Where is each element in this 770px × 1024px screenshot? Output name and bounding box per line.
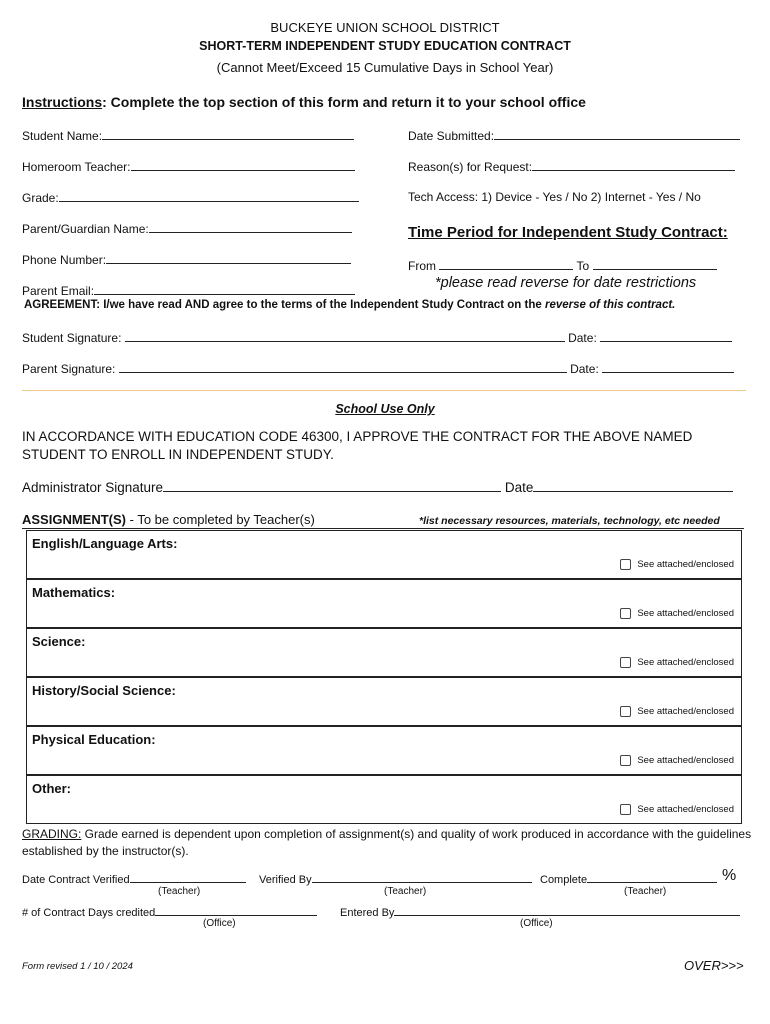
from-label: From	[408, 259, 436, 273]
phone-label: Phone Number:	[22, 253, 107, 267]
subject-box-history[interactable]	[26, 677, 742, 726]
checkbox[interactable]	[620, 755, 631, 766]
see-attached-option[interactable]	[620, 804, 734, 815]
agreement-prefix: AGREEMENT: I/we have read AND agree to the terms of the Independent Study Contract on the	[24, 299, 545, 311]
office-caption: (Office)	[203, 918, 236, 929]
subject-box-ela[interactable]	[26, 530, 742, 579]
date-verified-field[interactable]	[22, 872, 246, 886]
teacher-caption: (Teacher)	[624, 886, 667, 897]
subject-box-other[interactable]	[26, 775, 742, 824]
parent-name-field[interactable]	[22, 221, 352, 236]
assignments-note: *list necessary resources, materials, technology, etc needed	[419, 515, 720, 527]
subject-label: History/Social Science:	[32, 683, 176, 698]
days-credited-field[interactable]	[22, 905, 317, 919]
checkbox[interactable]	[620, 657, 631, 668]
approval-text: IN ACCORDANCE WITH EDUCATION CODE 46300, I APPROVE THE CONTRACT FOR THE ABOVE NAMED STUDENT TO ENROLL IN INDEPENDENT STUDY.	[22, 429, 693, 462]
admin-date-label: Date	[504, 480, 534, 495]
admin-date-line[interactable]	[533, 478, 733, 492]
see-attached-label: See attached/enclosed	[637, 706, 734, 717]
student-name-label: Student Name:	[22, 129, 103, 143]
to-label: To	[576, 259, 590, 273]
teacher-caption: (Teacher)	[384, 886, 427, 897]
see-attached-option[interactable]	[620, 559, 734, 570]
over-indicator: OVER>>>	[684, 958, 744, 973]
grade-label: Grade:	[22, 191, 59, 205]
see-attached-label: See attached/enclosed	[637, 559, 734, 570]
checkbox[interactable]	[620, 804, 631, 815]
student-name-line[interactable]	[102, 128, 354, 140]
subject-label: Other:	[32, 781, 71, 796]
student-signature-field[interactable]	[22, 330, 732, 345]
to-line[interactable]	[593, 258, 717, 270]
time-period-range[interactable]	[408, 258, 717, 273]
see-attached-label: See attached/enclosed	[637, 755, 734, 766]
phone-field[interactable]	[22, 252, 351, 267]
subject-label: Physical Education:	[32, 732, 156, 747]
form-title: SHORT-TERM INDEPENDENT STUDY EDUCATION CONTRACT	[199, 39, 571, 53]
student-signature-line[interactable]	[125, 330, 565, 342]
grade-field[interactable]	[22, 190, 359, 205]
parent-date-line[interactable]	[602, 361, 734, 373]
parent-signature-field[interactable]	[22, 361, 734, 376]
see-attached-option[interactable]	[620, 657, 734, 668]
checkbox[interactable]	[620, 608, 631, 619]
assignments-heading-bold: ASSIGNMENT(S)	[22, 512, 126, 527]
percent-sign: %	[722, 867, 737, 884]
days-credited-line[interactable]	[155, 905, 317, 916]
student-name-field[interactable]	[22, 128, 354, 143]
reasons-field[interactable]	[408, 159, 735, 174]
district-name: BUCKEYE UNION SCHOOL DISTRICT	[270, 20, 500, 35]
tech-access: Tech Access: 1) Device - Yes / No 2) Internet - Yes / No	[408, 190, 701, 204]
grade-line[interactable]	[59, 190, 359, 202]
student-date-label: Date:	[568, 331, 597, 345]
student-date-line[interactable]	[600, 330, 732, 342]
days-credited-label: # of Contract Days credited	[22, 907, 156, 919]
complete-line[interactable]	[587, 872, 717, 883]
parent-name-label: Parent/Guardian Name:	[22, 222, 149, 236]
date-verified-line[interactable]	[130, 872, 246, 883]
entered-by-line[interactable]	[394, 905, 740, 916]
checkbox[interactable]	[620, 559, 631, 570]
instructions-label: Instructions	[22, 94, 103, 110]
date-submitted-field[interactable]	[408, 128, 740, 143]
form-subtitle: (Cannot Meet/Exceed 15 Cumulative Days in School Year)	[216, 60, 554, 75]
agreement-text	[24, 299, 675, 311]
parent-signature-label: Parent Signature:	[22, 362, 116, 376]
see-attached-option[interactable]	[620, 706, 734, 717]
see-attached-label: See attached/enclosed	[637, 804, 734, 815]
office-caption: (Office)	[520, 918, 553, 929]
checkbox[interactable]	[620, 706, 631, 717]
subject-label: English/Language Arts:	[32, 536, 178, 551]
date-submitted-line[interactable]	[494, 128, 740, 140]
parent-name-line[interactable]	[149, 221, 352, 233]
entered-by-label: Entered By	[340, 907, 395, 919]
reverse-note: *please read reverse for date restrictions	[435, 275, 697, 291]
see-attached-option[interactable]	[620, 755, 734, 766]
admin-signature-line[interactable]	[163, 478, 501, 492]
grading-label: GRADING:	[22, 827, 82, 841]
subject-label: Mathematics:	[32, 585, 116, 600]
subject-box-science[interactable]	[26, 628, 742, 677]
from-line[interactable]	[439, 258, 573, 270]
date-submitted-label: Date Submitted:	[408, 129, 495, 143]
homeroom-teacher-field[interactable]	[22, 159, 355, 174]
time-period-title: Time Period for Independent Study Contract:	[408, 224, 728, 241]
homeroom-teacher-line[interactable]	[131, 159, 355, 171]
subject-box-math[interactable]	[26, 579, 742, 628]
complete-label: Complete	[540, 874, 588, 886]
school-use-title: School Use Only	[335, 402, 435, 416]
email-line[interactable]	[94, 283, 355, 295]
subject-label: Science:	[32, 634, 86, 649]
phone-line[interactable]	[106, 252, 351, 264]
parent-signature-line[interactable]	[119, 361, 567, 373]
email-field[interactable]	[22, 283, 355, 298]
verified-by-label: Verified By	[259, 874, 312, 886]
email-label: Parent Email:	[22, 284, 95, 298]
section-divider	[22, 390, 746, 391]
admin-signature-label: Administrator Signature	[22, 480, 164, 495]
teacher-caption: (Teacher)	[158, 886, 201, 897]
assignments-heading	[22, 512, 315, 527]
homeroom-teacher-label: Homeroom Teacher:	[22, 160, 131, 174]
student-signature-label: Student Signature:	[22, 331, 122, 345]
form-revised-date: Form revised 1 / 10 / 2024	[22, 961, 133, 972]
see-attached-label: See attached/enclosed	[637, 657, 734, 668]
instructions-text: : Complete the top section of this form and return it to your school office	[102, 94, 586, 110]
subject-box-pe[interactable]	[26, 726, 742, 775]
assignments-heading-rest: - To be completed by Teacher(s)	[126, 512, 315, 527]
complete-field[interactable]	[540, 872, 717, 886]
reasons-label: Reason(s) for Request:	[408, 160, 533, 174]
agreement-italic: reverse of this contract.	[544, 299, 676, 311]
assignments-underline	[22, 528, 744, 529]
see-attached-option[interactable]	[620, 608, 734, 619]
admin-signature-field[interactable]	[22, 478, 733, 495]
verified-by-line[interactable]	[312, 872, 532, 883]
entered-by-field[interactable]	[340, 905, 740, 919]
instructions	[22, 94, 586, 110]
grading-text	[22, 826, 752, 860]
verified-by-field[interactable]	[259, 872, 532, 886]
grading-body: Grade earned is dependent upon completion of assignment(s) and quality of work produced in accordance with the guidelines established by the instructor(s).	[22, 827, 752, 858]
date-verified-label: Date Contract Verified	[22, 874, 130, 886]
parent-date-label: Date:	[570, 362, 599, 376]
reasons-line[interactable]	[532, 159, 735, 171]
see-attached-label: See attached/enclosed	[637, 608, 734, 619]
